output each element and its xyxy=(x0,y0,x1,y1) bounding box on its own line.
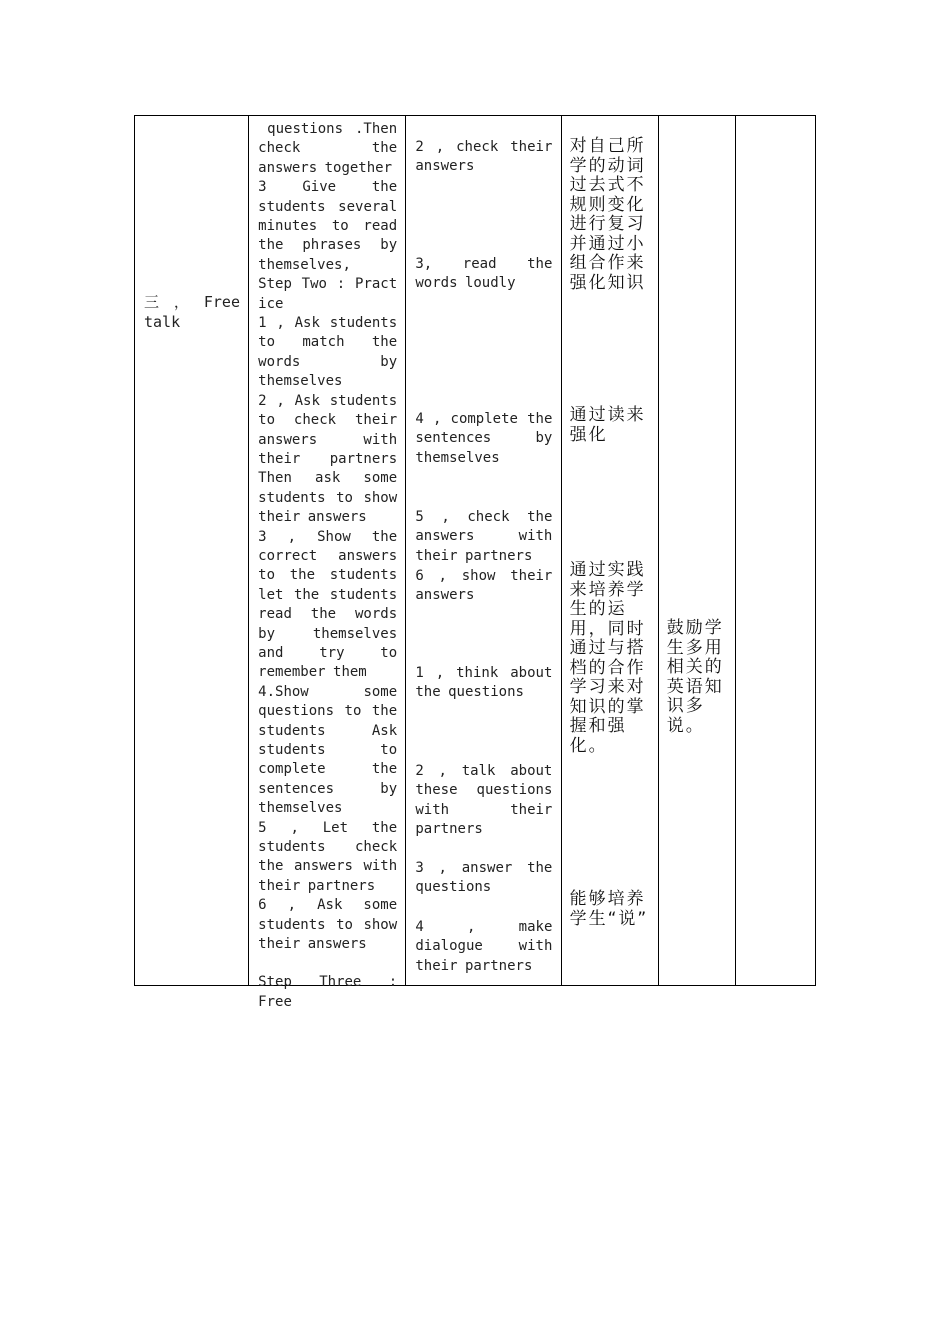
notes-text: 鼓励学生多用相关的英语知识多说。 xyxy=(666,618,724,736)
notes-cell xyxy=(658,116,735,986)
student-step-text: 6 , show their answers xyxy=(415,568,553,604)
student-activity-cell xyxy=(406,116,561,986)
purpose-text: 能够培养学生“说” xyxy=(569,889,649,929)
teacher-step-text: questions .Then check the answers together xyxy=(258,121,398,176)
section-cell xyxy=(135,116,249,986)
table-row xyxy=(135,116,816,986)
empty-cell xyxy=(735,116,815,986)
teacher-step-text: 4.Show some questions to the students Ask students to complete the sentences by themselves xyxy=(258,683,398,817)
purpose-cell xyxy=(561,116,658,986)
purpose-text: 通过读来强化 xyxy=(569,405,646,445)
student-step-text: 3 , answer the questions xyxy=(415,860,553,896)
student-step-text: 4 , make dialogue with their partners xyxy=(415,919,553,974)
student-step-text: 5 , check the answers with their partners xyxy=(415,509,553,564)
section-label: 三 ， Free talk xyxy=(144,293,240,331)
teacher-step-heading: Step Three : Free xyxy=(258,974,398,1010)
teacher-activity-cell xyxy=(249,116,406,1010)
teacher-step-text: 3 Give the students several minutes to read the phrases by themselves, xyxy=(258,179,398,273)
teacher-step-text: 2 , Ask students to check their answers with their partners Then ask some students to show their answers xyxy=(258,392,398,526)
teacher-step-heading: Step Two : Practice xyxy=(258,276,398,312)
teacher-step-text: 3 , Show the correct answers to the students let the students read the words by themselves and try to remember them xyxy=(258,528,398,681)
teacher-step-text: 6 , Ask some students to show their answers xyxy=(258,897,398,953)
purpose-text: 通过实践来培养学生的运用，同时通过与搭档的合作学习来对知识的掌握和强化。 xyxy=(569,560,646,756)
student-step-text: 3, read the words loudly xyxy=(415,256,553,292)
student-step-text: 1 , think about the questions xyxy=(415,665,553,701)
lesson-plan-table xyxy=(134,115,816,1010)
teacher-step-text: 1 , Ask students to match the words by themselves xyxy=(258,315,398,390)
purpose-text: 对自己所学的动词过去式不规则变化进行复习并通过小组合作来强化知识 xyxy=(569,136,646,293)
student-step-text: 4 , complete the sentences by themselves xyxy=(415,411,553,466)
teacher-step-text: 5 , Let the students check the answers with their partners xyxy=(258,819,398,894)
student-step-text: 2 , check their answers xyxy=(415,139,553,175)
student-step-text: 2 , talk about these questions with their partners xyxy=(415,763,553,838)
